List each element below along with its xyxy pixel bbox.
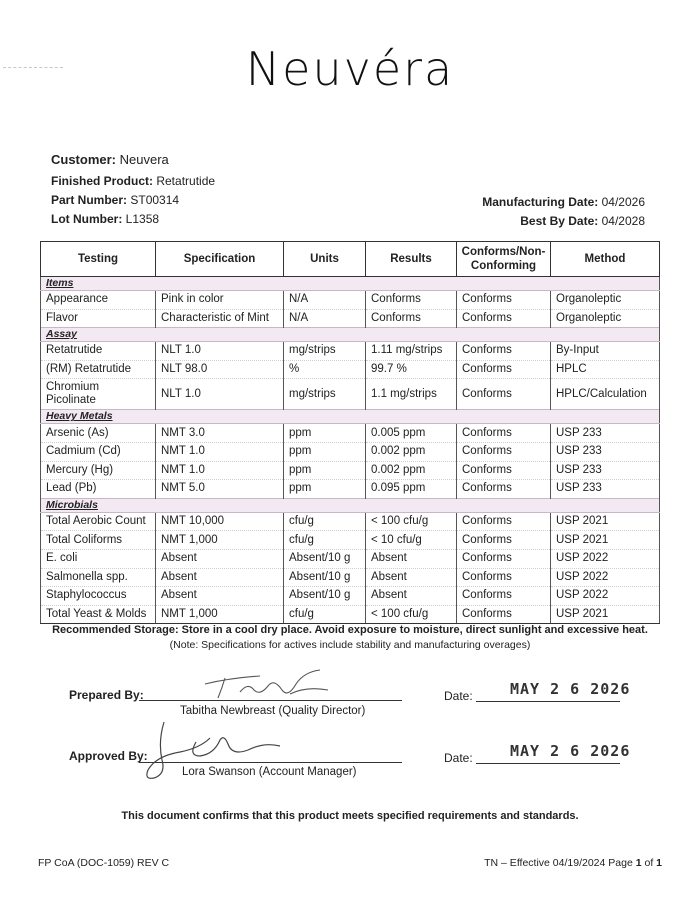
cell-testing: Flavor: [41, 309, 156, 328]
cell-method: USP 233: [551, 442, 660, 461]
footer-of: of: [641, 857, 657, 869]
cell-conforms: Conforms: [457, 424, 551, 443]
cell-specification: NMT 5.0: [156, 480, 284, 499]
col-header-units: Units: [284, 242, 366, 277]
customer-label: Customer:: [51, 152, 117, 167]
cell-conforms: Conforms: [457, 342, 551, 361]
cell-method: Organoleptic: [551, 291, 660, 310]
cell-conforms: Conforms: [457, 309, 551, 328]
cell-method: USP 233: [551, 424, 660, 443]
table-header-row: [41, 242, 660, 277]
table-row: [41, 291, 660, 310]
part-label: Part Number:: [51, 193, 128, 207]
cell-specification: Absent: [156, 568, 284, 587]
cell-method: HPLC: [551, 360, 660, 379]
cell-testing: Total Aerobic Count: [41, 512, 156, 531]
section-label: Assay: [41, 328, 660, 342]
cell-units: ppm: [284, 442, 366, 461]
cell-testing: Chromium Picolinate: [41, 379, 156, 410]
results-table: [40, 241, 660, 624]
best-by-label: Best By Date:: [520, 214, 599, 228]
part-value: ST00314: [130, 193, 180, 207]
footer-page-total: 1: [656, 857, 662, 869]
cell-results: 0.005 ppm: [366, 424, 457, 443]
cell-units: cfu/g: [284, 605, 366, 624]
table-row: [41, 587, 660, 606]
cell-units: ppm: [284, 424, 366, 443]
best-by-value: 04/2028: [601, 214, 645, 228]
table-row: [41, 360, 660, 379]
cell-results: Absent: [366, 568, 457, 587]
cell-results: < 100 cfu/g: [366, 512, 457, 531]
cell-testing: Lead (Pb): [41, 480, 156, 499]
col-header-testing: Testing: [41, 242, 156, 277]
cell-method: USP 233: [551, 480, 660, 499]
product-label: Finished Product:: [51, 174, 153, 188]
approved-date-stamp: MAY 2 6 2026: [510, 742, 631, 760]
cell-testing: Arsenic (As): [41, 424, 156, 443]
cell-conforms: Conforms: [457, 291, 551, 310]
cell-method: USP 2022: [551, 549, 660, 568]
cell-specification: NMT 10,000: [156, 512, 284, 531]
cell-specification: NMT 3.0: [156, 424, 284, 443]
cell-units: mg/strips: [284, 342, 366, 361]
mfg-date-value: 04/2026: [601, 195, 645, 209]
cell-method: Organoleptic: [551, 309, 660, 328]
cell-results: Conforms: [366, 291, 457, 310]
footer-effective: TN – Effective 04/19/2024 Page: [484, 857, 636, 869]
cell-conforms: Conforms: [457, 480, 551, 499]
cell-conforms: Conforms: [457, 568, 551, 587]
cell-testing: E. coli: [41, 549, 156, 568]
cell-testing: Total Coliforms: [41, 531, 156, 550]
customer-line: [51, 152, 169, 167]
section-row: [41, 498, 660, 512]
cell-units: Absent/10 g: [284, 587, 366, 606]
table-row: [41, 531, 660, 550]
cell-results: 0.002 ppm: [366, 442, 457, 461]
cell-results: Absent: [366, 587, 457, 606]
cell-results: 0.095 ppm: [366, 480, 457, 499]
prepared-by-name: Tabitha Newbreast (Quality Director): [180, 705, 366, 717]
table-row: [41, 480, 660, 499]
cell-units: ppm: [284, 461, 366, 480]
customer-value: Neuvera: [119, 152, 169, 167]
cell-testing: Mercury (Hg): [41, 461, 156, 480]
section-label: Heavy Metals: [41, 410, 660, 424]
approved-date-label: Date:: [444, 751, 473, 765]
section-label: Items: [41, 277, 660, 291]
cell-testing: (RM) Retatrutide: [41, 360, 156, 379]
approved-by-label: Approved By:: [69, 749, 148, 763]
best-by-line: [520, 214, 645, 228]
cell-results: 1.11 mg/strips: [366, 342, 457, 361]
footer-page-info: [484, 857, 662, 869]
approved-date-line: [476, 763, 620, 764]
cell-specification: NMT 1,000: [156, 531, 284, 550]
section-row: [41, 410, 660, 424]
col-header-specification: Specification: [156, 242, 284, 277]
cell-units: ppm: [284, 480, 366, 499]
cell-specification: NLT 1.0: [156, 342, 284, 361]
prepared-date-line: [476, 701, 620, 702]
cell-conforms: Conforms: [457, 461, 551, 480]
brand-logo: Neuvéra: [245, 42, 455, 96]
col-header-method: Method: [551, 242, 660, 277]
cell-units: cfu/g: [284, 531, 366, 550]
section-row: [41, 277, 660, 291]
table-row: [41, 442, 660, 461]
cell-method: USP 2022: [551, 568, 660, 587]
cell-results: 1.1 mg/strips: [366, 379, 457, 410]
table-row: [41, 568, 660, 587]
cell-method: USP 2021: [551, 531, 660, 550]
cell-specification: Characteristic of Mint: [156, 309, 284, 328]
cell-method: By-Input: [551, 342, 660, 361]
confirmation-statement: This document confirms that this product meets specified requirements and standards.: [121, 810, 579, 822]
cell-conforms: Conforms: [457, 587, 551, 606]
product-value: Retatrutide: [156, 174, 216, 188]
cell-conforms: Conforms: [457, 512, 551, 531]
cell-method: USP 2021: [551, 605, 660, 624]
cell-units: %: [284, 360, 366, 379]
cell-units: mg/strips: [284, 379, 366, 410]
table-row: [41, 461, 660, 480]
cell-units: cfu/g: [284, 512, 366, 531]
table-row: [41, 379, 660, 410]
cell-conforms: Conforms: [457, 442, 551, 461]
cell-testing: Total Yeast & Molds: [41, 605, 156, 624]
cell-specification: Absent: [156, 587, 284, 606]
cell-testing: Retatrutide: [41, 342, 156, 361]
table-row: [41, 424, 660, 443]
cell-testing: Appearance: [41, 291, 156, 310]
cell-specification: NMT 1.0: [156, 442, 284, 461]
footer-page-number: 1: [635, 857, 642, 869]
table-row: [41, 342, 660, 361]
cell-method: USP 2022: [551, 587, 660, 606]
cell-units: N/A: [284, 309, 366, 328]
col-header-conforms: Conforms/Non-Conforming: [457, 242, 551, 277]
cell-conforms: Conforms: [457, 549, 551, 568]
section-row: [41, 328, 660, 342]
cell-conforms: Conforms: [457, 531, 551, 550]
cell-conforms: Conforms: [457, 360, 551, 379]
table-row: [41, 309, 660, 328]
product-line: [51, 174, 215, 188]
cell-results: Absent: [366, 549, 457, 568]
mfg-date-label: Manufacturing Date:: [482, 195, 599, 209]
cell-results: Conforms: [366, 309, 457, 328]
section-label: Microbials: [41, 498, 660, 512]
cell-specification: NLT 98.0: [156, 360, 284, 379]
table-row: [41, 512, 660, 531]
storage-instructions: Recommended Storage: Store in a cool dry place. Avoid exposure to moisture, direct sunlight and excessive heat.: [52, 624, 648, 636]
table-body: [41, 277, 660, 624]
cell-units: N/A: [284, 291, 366, 310]
cell-results: 0.002 ppm: [366, 461, 457, 480]
cell-testing: Staphylococcus: [41, 587, 156, 606]
specification-note: (Note: Specifications for actives include stability and manufacturing overages): [169, 639, 531, 651]
footer-doc-id: FP CoA (DOC-1059) REV C: [38, 857, 170, 869]
lot-line: [51, 212, 159, 226]
cell-conforms: Conforms: [457, 379, 551, 410]
cell-specification: NMT 1,000: [156, 605, 284, 624]
cell-units: Absent/10 g: [284, 568, 366, 587]
cell-specification: NMT 1.0: [156, 461, 284, 480]
prepared-by-label: Prepared By:: [69, 688, 144, 702]
cell-specification: Absent: [156, 549, 284, 568]
table-row: [41, 549, 660, 568]
mfg-date-line: [482, 195, 645, 209]
cell-units: Absent/10 g: [284, 549, 366, 568]
cell-specification: NLT 1.0: [156, 379, 284, 410]
col-header-results: Results: [366, 242, 457, 277]
lot-label: Lot Number:: [51, 212, 123, 226]
cell-method: USP 2021: [551, 512, 660, 531]
cell-conforms: Conforms: [457, 605, 551, 624]
cell-specification: Pink in color: [156, 291, 284, 310]
approved-by-name: Lora Swanson (Account Manager): [182, 766, 357, 778]
lot-value: L1358: [125, 212, 160, 226]
cell-method: USP 233: [551, 461, 660, 480]
cell-testing: Cadmium (Cd): [41, 442, 156, 461]
prepared-signature-mark: [170, 664, 340, 706]
cell-results: < 10 cfu/g: [366, 531, 457, 550]
cell-results: 99.7 %: [366, 360, 457, 379]
table-row: [41, 605, 660, 624]
cell-results: < 100 cfu/g: [366, 605, 457, 624]
prepared-date-stamp: MAY 2 6 2026: [510, 680, 631, 698]
cell-testing: Salmonella spp.: [41, 568, 156, 587]
prepared-date-label: Date:: [444, 689, 473, 703]
part-line: [51, 193, 179, 207]
cell-method: HPLC/Calculation: [551, 379, 660, 410]
